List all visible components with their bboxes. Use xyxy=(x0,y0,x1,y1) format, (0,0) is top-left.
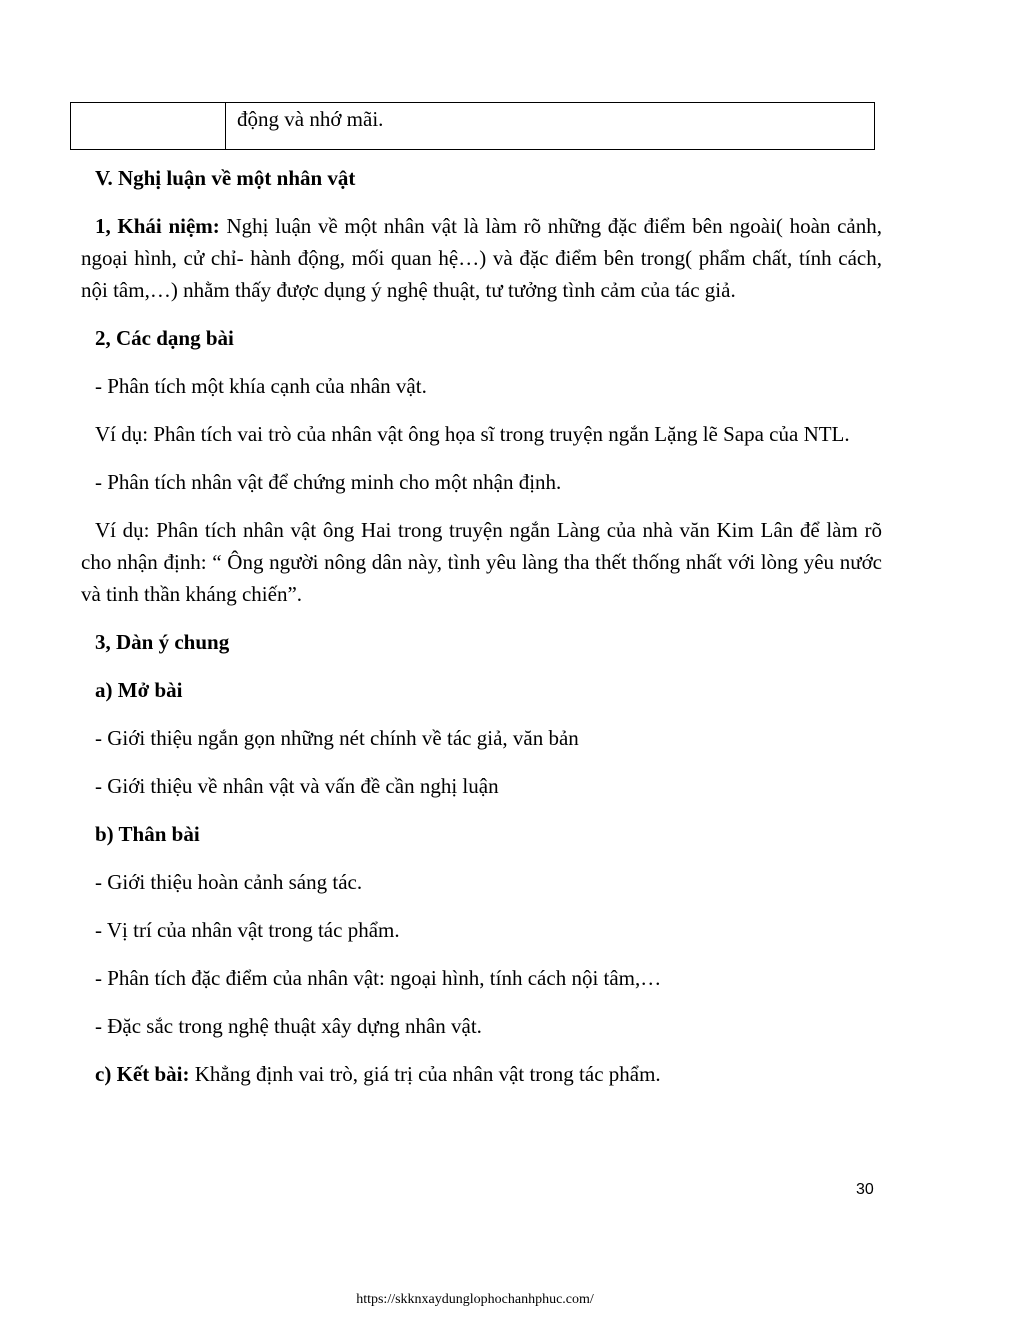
types-example-2: Ví dụ: Phân tích nhân vật ông Hai trong truyện ngắn Làng của nhà văn Kim Lân để làm rõ cho nhận định: “ Ông người nông dân này, tình yêu làng tha thết thống nhất với lòng yêu nước và tinh thần kháng chiến”. xyxy=(81,518,882,606)
concept-label: 1, Khái niệm: xyxy=(95,214,220,238)
body-heading: b) Thân bài xyxy=(95,822,200,846)
concept-paragraph xyxy=(81,210,882,306)
table-row xyxy=(71,103,875,150)
table-cell-text: động và nhớ mãi. xyxy=(226,103,875,150)
footer-url: https://skknxaydunglophochanhphuc.com/ xyxy=(356,1292,594,1307)
outline-heading: 3, Dàn ý chung xyxy=(95,630,230,654)
concept-text: Nghị luận về một nhân vật là làm rõ những đặc điểm bên ngoài( hoàn cảnh, ngoại hình, cử chỉ- hành động, mối quan hệ…) và đặc điểm bên trong( phẩm chất, tính cách, nội tâm,…) nhằm thấy được dụng ý nghệ thuật, tư tưởng tình cảm của tác giả. xyxy=(81,214,882,302)
conclusion-text: Khẳng định vai trò, giá trị của nhân vật trong tác phẩm. xyxy=(189,1062,661,1086)
section-title: V. Nghị luận về một nhân vật xyxy=(95,166,356,190)
continued-table xyxy=(70,102,875,150)
document-body xyxy=(81,162,882,1106)
body-item: - Vị trí của nhân vật trong tác phẩm. xyxy=(95,918,400,942)
body-item: - Đặc sắc trong nghệ thuật xây dựng nhân vật. xyxy=(95,1014,482,1038)
body-item: - Giới thiệu hoàn cảnh sáng tác. xyxy=(95,870,363,894)
types-item-2: - Phân tích nhân vật để chứng minh cho một nhận định. xyxy=(95,470,562,494)
intro-heading: a) Mở bài xyxy=(95,678,183,702)
intro-item: - Giới thiệu ngắn gọn những nét chính về tác giả, văn bản xyxy=(95,726,579,750)
table-cell-empty xyxy=(71,103,226,150)
body-item: - Phân tích đặc điểm của nhân vật: ngoại hình, tính cách nội tâm,… xyxy=(95,966,662,990)
page-number: 30 xyxy=(856,1181,874,1198)
types-heading: 2, Các dạng bài xyxy=(95,326,234,350)
conclusion-paragraph xyxy=(81,1058,882,1090)
types-example-1: Ví dụ: Phân tích vai trò của nhân vật ông họa sĩ trong truyện ngắn Lặng lẽ Sapa của NTL. xyxy=(95,422,850,446)
intro-item: - Giới thiệu về nhân vật và vấn đề cần nghị luận xyxy=(95,774,499,798)
types-item-1: - Phân tích một khía cạnh của nhân vật. xyxy=(95,374,427,398)
conclusion-label: c) Kết bài: xyxy=(95,1062,190,1086)
